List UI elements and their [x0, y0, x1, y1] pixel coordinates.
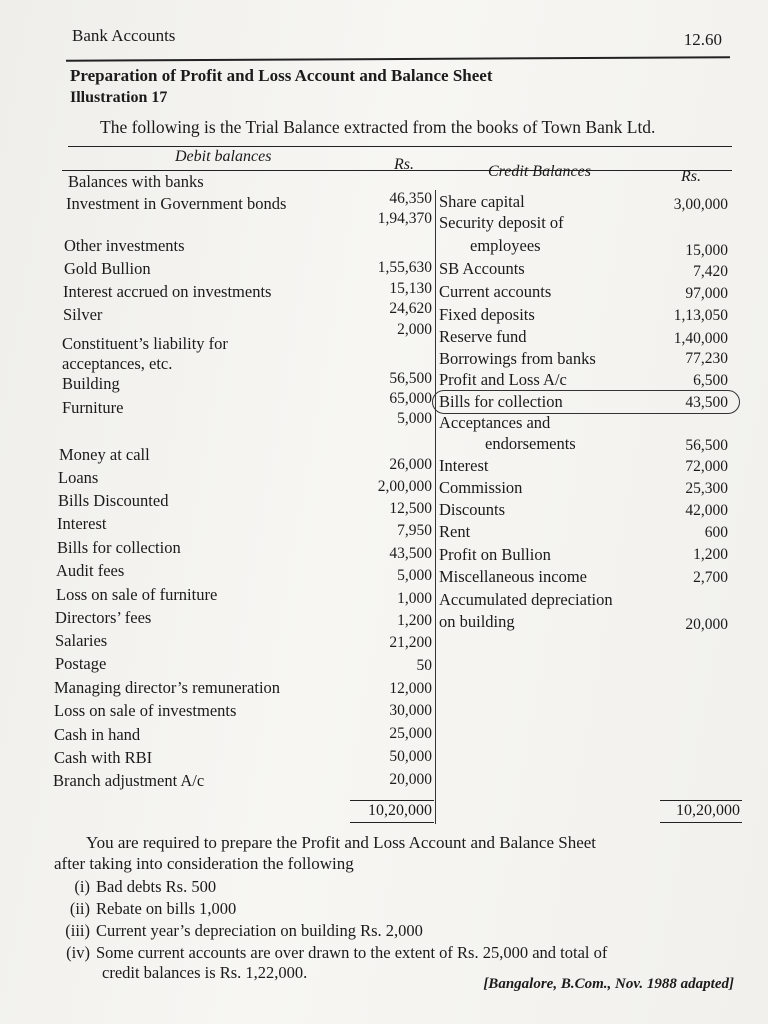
condition-text: Bad debts Rs. 500 [96, 877, 217, 896]
debit-item-label: Bills for collection [57, 538, 181, 557]
debit-item-label: acceptances, etc. [62, 354, 173, 373]
section-title: Preparation of Profit and Loss Account and Balance Sheet [70, 66, 493, 85]
debit-item-amount: 24,620 [389, 300, 432, 317]
credit-item-amount: 600 [704, 524, 728, 541]
debit-item-label: Loss on sale of furniture [56, 585, 218, 604]
debit-item-label: Interest [57, 514, 107, 533]
debit-item-amount: 2,00,000 [377, 478, 432, 495]
credit-item-label: Bills for collection [439, 392, 563, 411]
credit-item-amount: 1,200 [693, 546, 728, 563]
credit-item-amount: 25,300 [685, 480, 728, 497]
credit-item-amount: 77,230 [685, 350, 728, 367]
credit-item-label: Commission [439, 478, 523, 497]
credit-total-rule-top [660, 800, 742, 801]
credit-item-label: Current accounts [439, 282, 552, 301]
debit-item-amount: 65,000 [389, 390, 432, 407]
debit-item-amount: 1,94,370 [377, 210, 432, 227]
credit-item-label: on building [439, 612, 515, 631]
credit-item-label: endorsements [485, 434, 576, 453]
debit-item-label: Other investments [64, 236, 185, 255]
debit-item-amount: 7,950 [397, 522, 432, 539]
credit-item-label: Interest [439, 456, 489, 475]
credit-item-amount: 15,000 [685, 242, 728, 259]
condition-item [56, 921, 423, 941]
debit-item-label: Audit fees [56, 561, 125, 580]
credit-item-amount: 72,000 [685, 458, 728, 475]
credit-item-label: Profit on Bullion [439, 545, 551, 564]
debit-item-label: Balances with banks [68, 172, 204, 191]
credit-header: Credit Balances [488, 163, 591, 180]
column-divider [435, 190, 436, 824]
debit-item-amount: 21,200 [389, 634, 432, 651]
page-number: 12.60 [683, 30, 722, 49]
credit-item-label: Share capital [439, 192, 525, 211]
debit-item-amount: 30,000 [389, 702, 432, 719]
debit-item-label: Cash with RBI [54, 748, 153, 767]
debit-item-label: Money at call [59, 445, 150, 464]
debit-total-rule-top [350, 800, 434, 801]
debit-header: Debit balances [175, 148, 272, 165]
condition-text: Current year’s depreciation on building Rs. 2,000 [96, 921, 423, 940]
debit-item-label: Building [62, 374, 120, 393]
debit-item-amount: 12,500 [389, 500, 432, 517]
credit-item-label: Borrowings from banks [439, 349, 596, 368]
credit-total-rule-bottom [660, 822, 742, 823]
debit-item-amount: 1,000 [397, 590, 432, 607]
debit-item-label: Constituent’s liability for [62, 334, 228, 353]
debit-item-amount: 50 [416, 657, 432, 674]
condition-item [56, 899, 236, 919]
credit-item-label: Fixed deposits [439, 305, 535, 324]
debit-item-label: Cash in hand [54, 725, 141, 744]
credit-total: 10,20,000 [676, 802, 740, 819]
debit-item-label: Gold Bullion [64, 259, 151, 278]
debit-item-amount: 1,55,630 [377, 259, 432, 276]
credit-item-label: Security deposit of [439, 213, 564, 232]
intro-text: The following is the Trial Balance extracted from the books of Town Bank Ltd. [100, 117, 656, 137]
credit-item-label: Reserve fund [439, 327, 527, 346]
debit-item-amount: 25,000 [389, 725, 432, 742]
credit-item-amount: 20,000 [685, 616, 728, 633]
credit-item-label: Acceptances and [439, 413, 551, 432]
credit-item-label: Rent [439, 522, 471, 541]
debit-item-label: Loss on sale of investments [54, 701, 237, 720]
question-line-1: You are required to prepare the Profit and Loss Account and Balance Sheet [86, 833, 597, 852]
condition-item [56, 877, 216, 897]
debit-item-amount: 56,500 [389, 370, 432, 387]
credit-item-amount: 2,700 [693, 569, 728, 586]
condition-text-continued: credit balances is Rs. 1,22,000. [102, 963, 308, 982]
debit-total-rule-bottom [350, 822, 434, 823]
condition-text: Rebate on bills 1,000 [96, 899, 237, 918]
debit-item-amount: 12,000 [389, 680, 432, 697]
debit-item-amount: 43,500 [389, 545, 432, 562]
debit-item-label: Salaries [55, 631, 108, 650]
running-head: Bank Accounts [72, 26, 176, 45]
debit-item-label: Silver [63, 305, 103, 324]
credit-item-amount: 3,00,000 [673, 196, 728, 213]
credit-item-amount: 56,500 [685, 437, 728, 454]
credit-item-amount: 43,500 [685, 394, 728, 411]
credit-item-amount: 7,420 [693, 263, 728, 280]
credit-item-label: SB Accounts [439, 259, 525, 278]
condition-number: (ii) [69, 899, 90, 918]
debit-item-label: Furniture [62, 398, 124, 417]
debit-rs-header: Rs. [394, 156, 414, 173]
debit-item-amount: 26,000 [389, 456, 432, 473]
credit-item-label: Discounts [439, 500, 505, 519]
credit-item-label: Accumulated depreciation [439, 590, 613, 609]
debit-item-label: Loans [58, 468, 99, 487]
debit-item-label: Investment in Government bonds [66, 194, 287, 213]
credit-item-label: employees [470, 236, 541, 255]
credit-item-amount: 6,500 [693, 372, 728, 389]
condition-number: (iii) [65, 921, 90, 940]
credit-item-amount: 1,13,050 [673, 307, 728, 324]
credit-item-amount: 1,40,000 [673, 330, 728, 347]
debit-item-amount: 50,000 [389, 748, 432, 765]
credit-item-label: Profit and Loss A/c [439, 370, 567, 389]
question-text [54, 832, 754, 874]
debit-item-amount: 1,200 [397, 612, 432, 629]
debit-item-label: Bills Discounted [58, 491, 169, 510]
debit-item-label: Postage [55, 654, 107, 673]
credit-item-label: Miscellaneous income [439, 567, 588, 586]
illustration-label: Illustration 17 [70, 89, 168, 106]
source-citation: [Bangalore, B.Com., Nov. 1988 adapted] [483, 976, 734, 992]
debit-item-amount: 46,350 [389, 190, 432, 207]
debit-item-amount: 2,000 [397, 321, 432, 338]
debit-item-label: Branch adjustment A/c [53, 771, 205, 790]
condition-number: (i) [74, 877, 90, 896]
credit-item-amount: 42,000 [685, 502, 728, 519]
debit-item-label: Directors’ fees [55, 608, 152, 627]
debit-item-amount: 15,130 [389, 280, 432, 297]
question-line-2: after taking into consideration the following [54, 854, 354, 873]
debit-item-amount: 20,000 [389, 771, 432, 788]
credit-item-amount: 97,000 [685, 285, 728, 302]
debit-item-amount: 5,000 [397, 410, 432, 427]
condition-text: Some current accounts are over drawn to the extent of Rs. 25,000 and total of [96, 943, 608, 962]
table-top-rule [68, 146, 732, 147]
debit-item-label: Interest accrued on investments [63, 282, 272, 301]
condition-number: (iv) [66, 943, 90, 962]
debit-item-amount: 5,000 [397, 567, 432, 584]
debit-item-label: Managing director’s remuneration [54, 678, 281, 697]
debit-total: 10,20,000 [368, 802, 432, 819]
credit-rs-header: Rs. [681, 168, 701, 185]
